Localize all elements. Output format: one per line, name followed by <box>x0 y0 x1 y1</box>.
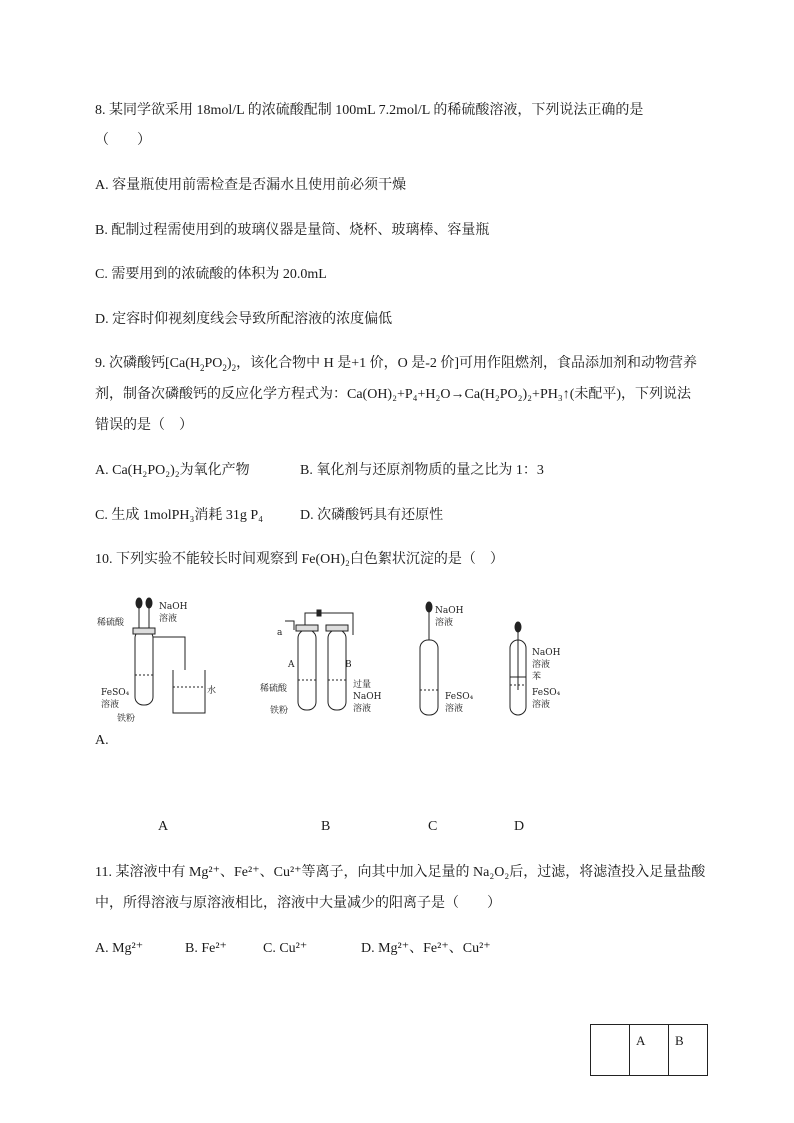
fig-d-dropper-bulb <box>515 622 521 632</box>
fig-a-label-dilute-acid: 稀硫酸 <box>97 618 125 628</box>
q9-stem-line3: 错误的是（ ） <box>95 418 193 433</box>
fig-b-label-a-valve: a <box>277 628 283 638</box>
fig-c-label-solution: 溶液 <box>435 618 454 628</box>
fig-d-label-naoh: NaOH <box>532 648 561 658</box>
fig-a-label-feso4: FeSO₄ <box>101 688 130 698</box>
q9-option-a: A. Ca(H₂PO₂)₂为氧化产物 <box>95 463 250 478</box>
q10-stem: 10. 下列实验不能较长时间观察到 Fe(OH)₂白色絮状沉淀的是（ ） <box>95 552 504 567</box>
fig-a-delivery-tube <box>153 637 185 670</box>
q10-figure-letter-b: B <box>321 819 331 834</box>
fig-a-dropper-bulb-2 <box>146 598 152 608</box>
fig-b-tube-b <box>328 630 346 710</box>
q11-stem-line2: 中，所得溶液与原溶液相比，溶液中大量减少的阳离子是（ ） <box>95 896 501 911</box>
fig-a-dropper-bulb-1 <box>136 598 142 608</box>
fig-a-beaker <box>173 670 205 713</box>
fig-c-test-tube <box>420 640 438 715</box>
fig-b-label-tube-b: B <box>345 660 352 670</box>
answer-table-cell-a: A <box>630 1025 669 1076</box>
fig-a-test-tube <box>135 630 153 705</box>
fig-b-label-iron-powder: 铁粉 <box>270 706 289 716</box>
fig-a-label-water: 水 <box>207 686 217 696</box>
fig-d-label-feso4: FeSO₄ <box>532 688 561 698</box>
q8-option-c: C. 需要用到的浓硫酸的体积为 20.0mL <box>95 267 327 282</box>
q9-option-b: B. 氧化剂与还原剂物质的量之比为 1：3 <box>300 463 544 478</box>
q9-option-c: C. 生成 1molPH₃消耗 31g P₄ <box>95 508 264 523</box>
q10-figure-letter-d: D <box>514 819 525 834</box>
q8-stem-line1: 8. 某同学欲采用 18mol/L 的浓硫酸配制 100mL 7.2mol/L 的稀硫酸溶液，下列说法正确的是 <box>95 103 644 118</box>
q10-figure-letter-c: C <box>428 819 438 834</box>
q8-stem-line2: （ ） <box>95 133 151 148</box>
answer-table-cell-b: B <box>669 1025 708 1076</box>
fig-c-label-naoh: NaOH <box>435 606 464 616</box>
fig-c-label-feso4-solution: 溶液 <box>445 704 464 714</box>
q11-stem-line1: 11. 某溶液中有 Mg²⁺、Fe²⁺、Cu²⁺等离子，向其中加入足量的 Na₂O₂后，过滤，将滤渣投入足量盐酸 <box>95 865 706 880</box>
fig-d-label-benzene: 苯 <box>532 672 542 682</box>
fig-d-label-solution: 溶液 <box>532 660 551 670</box>
fig-a-label-iron-powder: 铁粉 <box>117 714 136 724</box>
q11-option-a: A. Mg²⁺ <box>95 941 144 956</box>
fig-b-label-dilute-acid: 稀硫酸 <box>260 684 288 694</box>
q11-option-b: B. Fe²⁺ <box>185 941 227 956</box>
q11-option-d: D. Mg²⁺、Fe²⁺、Cu²⁺ <box>361 941 491 956</box>
q10-figure-letter-a: A <box>158 819 169 834</box>
q8-option-b: B. 配制过程需使用到的玻璃仪器是量筒、烧杯、玻璃棒、容量瓶 <box>95 223 490 238</box>
q10-option-prefix: A. <box>95 733 109 748</box>
q10-apparatus-figure <box>95 595 570 725</box>
q11-option-c: C. Cu²⁺ <box>263 941 308 956</box>
fig-a-label-solution: 溶液 <box>159 614 178 624</box>
answer-table-cell-blank <box>591 1025 630 1076</box>
fig-b-tube-a <box>298 630 316 710</box>
q9-stem-line2: 剂，制备次磷酸钙的反应化学方程式为：Ca(OH)₂+P₄+H₂O→Ca(H₂PO₂)₂+PH₃↑(未配平)，下列说法 <box>95 387 692 402</box>
fig-c-dropper-bulb <box>426 602 432 612</box>
q9-stem-line1: 9. 次磷酸钙[$Ca(H_2PO_2)_2$，该化合物中 H 是+1 价，O 是-2 价]可用作阻燃剂，食品添加剂和动物营养 <box>95 356 698 373</box>
fig-c-label-feso4: FeSO₄ <box>445 692 474 702</box>
q8-option-d: D. 定容时仰视刻度线会导致所配溶液的浓度偏低 <box>95 312 393 327</box>
fig-a-label-naoh: NaOH <box>159 602 188 612</box>
fig-a-label-feso4-solution: 溶液 <box>101 700 120 710</box>
fig-b-label-excess: 过量 <box>353 680 372 690</box>
answer-table <box>590 1024 708 1076</box>
fig-b-label-tube-a: A <box>288 660 295 670</box>
fig-b-label-naoh: NaOH <box>353 692 382 702</box>
fig-d-label-feso4-solution: 溶液 <box>532 700 551 710</box>
q8-option-a: A. 容量瓶使用前需检查是否漏水且使用前必须干燥 <box>95 178 407 193</box>
fig-b-label-solution: 溶液 <box>353 704 372 714</box>
q9-option-d: D. 次磷酸钙具有还原性 <box>300 508 444 523</box>
